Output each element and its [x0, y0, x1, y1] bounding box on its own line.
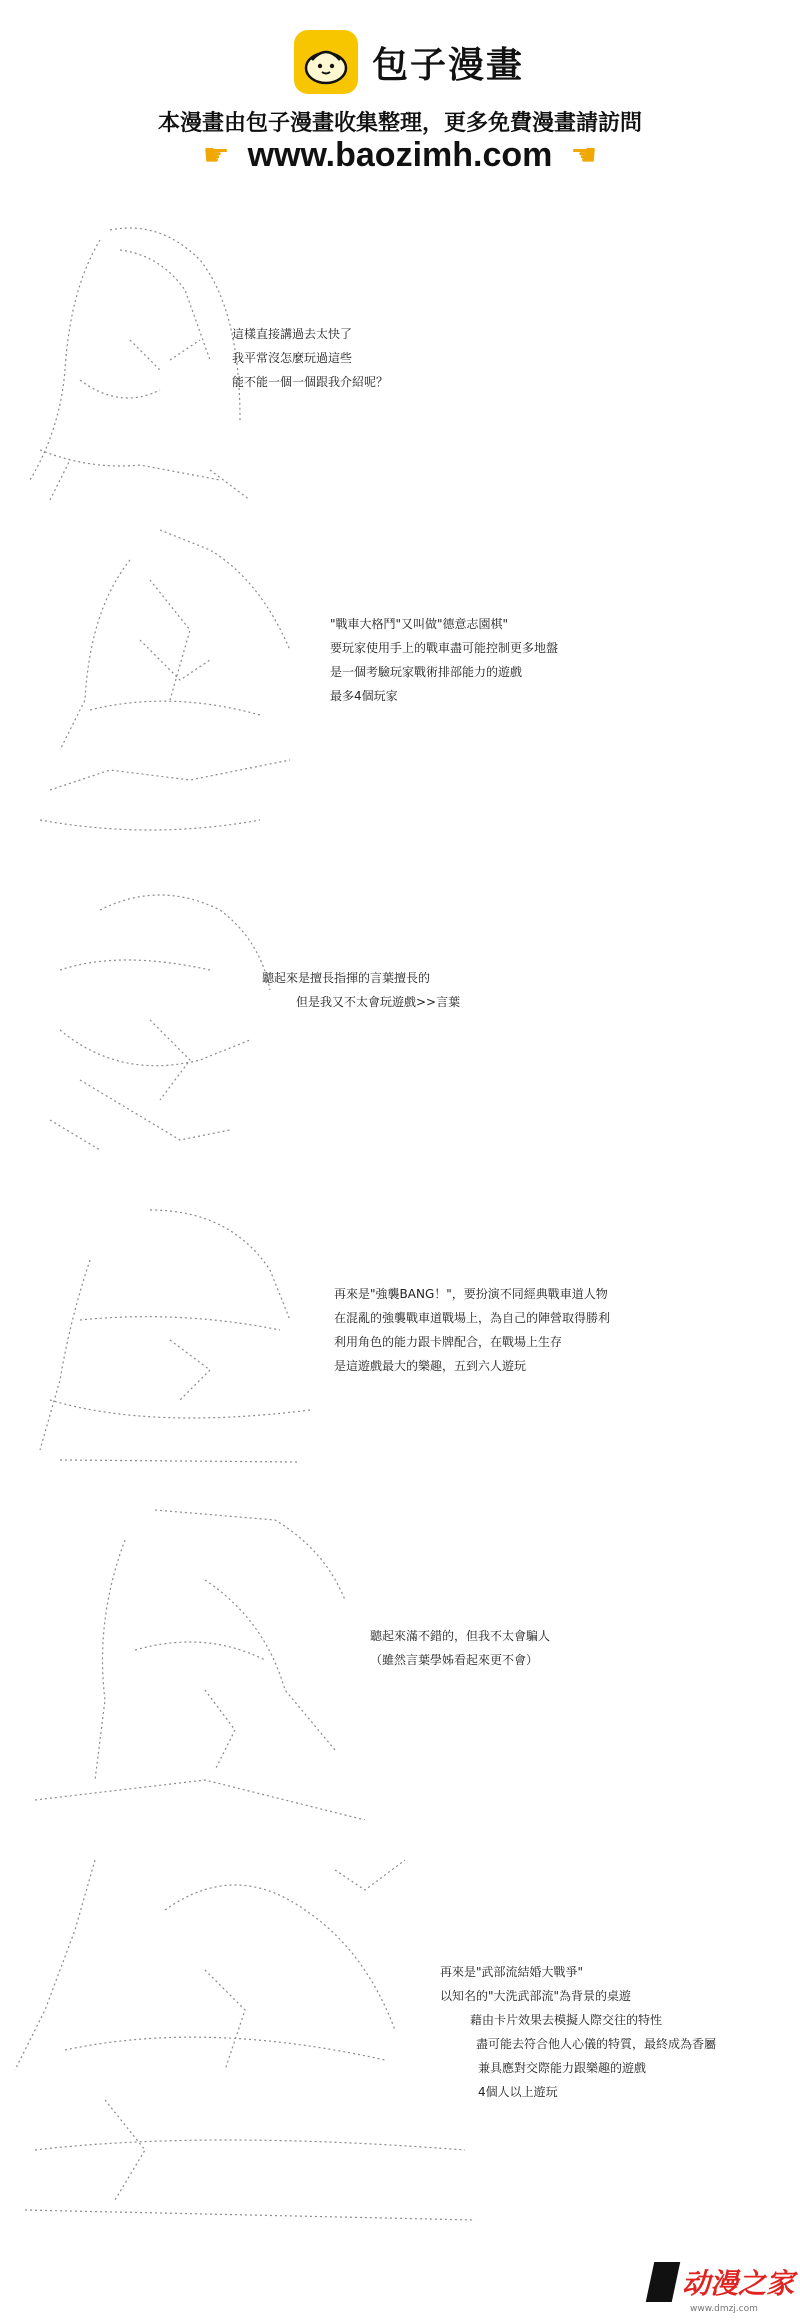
dialogue-line: 盡可能去符合他人心儀的特質，最終成為香屬 [476, 2037, 717, 2051]
dialogue-line: 最多4個玩家 [330, 689, 398, 703]
dialogue-line: 再來是"武部流結婚大戰爭" [440, 1965, 584, 1979]
panel-3 [0, 880, 800, 1170]
dmzj-watermark [650, 2262, 794, 2302]
notice-text: 本漫畫由包子漫畫收集整理，更多免費漫畫請訪問 [157, 111, 642, 136]
url-row [0, 136, 800, 175]
dialogue-line: 但是我又不太會玩遊戲>>言葉 [296, 995, 461, 1009]
panel-2 [0, 520, 800, 860]
baozi-logo-icon [294, 30, 358, 94]
dialogue-line: 在混亂的強襲戰車道戰場上，為自己的陣營取得勝利 [334, 1311, 611, 1325]
ascii-art-figure [10, 220, 270, 500]
dialogue-line: 能不能一個一個跟我介紹呢？ [232, 375, 389, 389]
app-name: 包子漫畫 [372, 44, 525, 86]
footer-site-url: www.dmzj.com [690, 2304, 758, 2314]
ascii-art-figure [5, 1500, 365, 1820]
panel-6 [0, 1850, 800, 2250]
dialogue-line: （雖然言葉學姊看起來更不會） [370, 1653, 539, 1667]
dialogue-line: 再來是"強襲BANG！"，要扮演不同經典戰車道人物 [334, 1287, 608, 1301]
dialogue-line: 是這遊戲最大的樂趣，五到六人遊玩 [334, 1359, 527, 1373]
dialogue-line: 這樣直接講過去太快了 [232, 327, 353, 341]
dialogue-line: 藉由卡片效果去模擬人際交往的特性 [470, 2013, 663, 2027]
footer-site-name: 动漫之家 [682, 2267, 795, 2300]
dmzj-logo-icon [646, 2262, 681, 2302]
dialogue [330, 612, 558, 708]
dialogue [370, 1624, 550, 1672]
dialogue-line: 兼具應對交際能力跟樂趣的遊戲 [478, 2061, 647, 2075]
dialogue [232, 322, 388, 394]
dialogue-line: 要玩家使用手上的戰車盡可能控制更多地盤 [330, 641, 559, 655]
dialogue [262, 966, 460, 1014]
ascii-art-figure [30, 520, 350, 850]
ascii-art-figure [30, 1200, 330, 1470]
dialogue [440, 1960, 716, 2104]
dialogue [334, 1282, 610, 1378]
dialogue-line: 利用角色的能力跟卡牌配合，在戰場上生存 [334, 1335, 563, 1349]
dialogue-line: 我平常沒怎麼玩過這些 [232, 351, 353, 365]
panel-1 [0, 210, 800, 510]
dialogue-line: 是一個考驗玩家戰術排部能力的遊戲 [330, 665, 523, 679]
dialogue-line: 4個人以上遊玩 [478, 2085, 558, 2099]
ascii-art-figure [40, 880, 310, 1160]
site-url[interactable]: www.baozimh.com [247, 136, 553, 174]
panel-4 [0, 1200, 800, 1490]
dialogue-line: 以知名的"大洗武部流"為背景的桌遊 [440, 1989, 632, 2003]
dialogue-line: 聽起來是擅長指揮的言葉擅長的 [262, 971, 431, 985]
pointing-hand-left-icon: ☚ [570, 138, 598, 173]
logo [294, 30, 524, 94]
watermark-header [0, 0, 800, 180]
dialogue-line: 聽起來滿不錯的，但我不太會騙人 [370, 1629, 551, 1643]
ascii-art-figure [5, 1850, 475, 2250]
panel-5 [0, 1500, 800, 1830]
dialogue-line: "戰車大格鬥"又叫做"德意志園棋" [330, 617, 509, 631]
pointing-hand-right-icon: ☛ [202, 138, 230, 173]
